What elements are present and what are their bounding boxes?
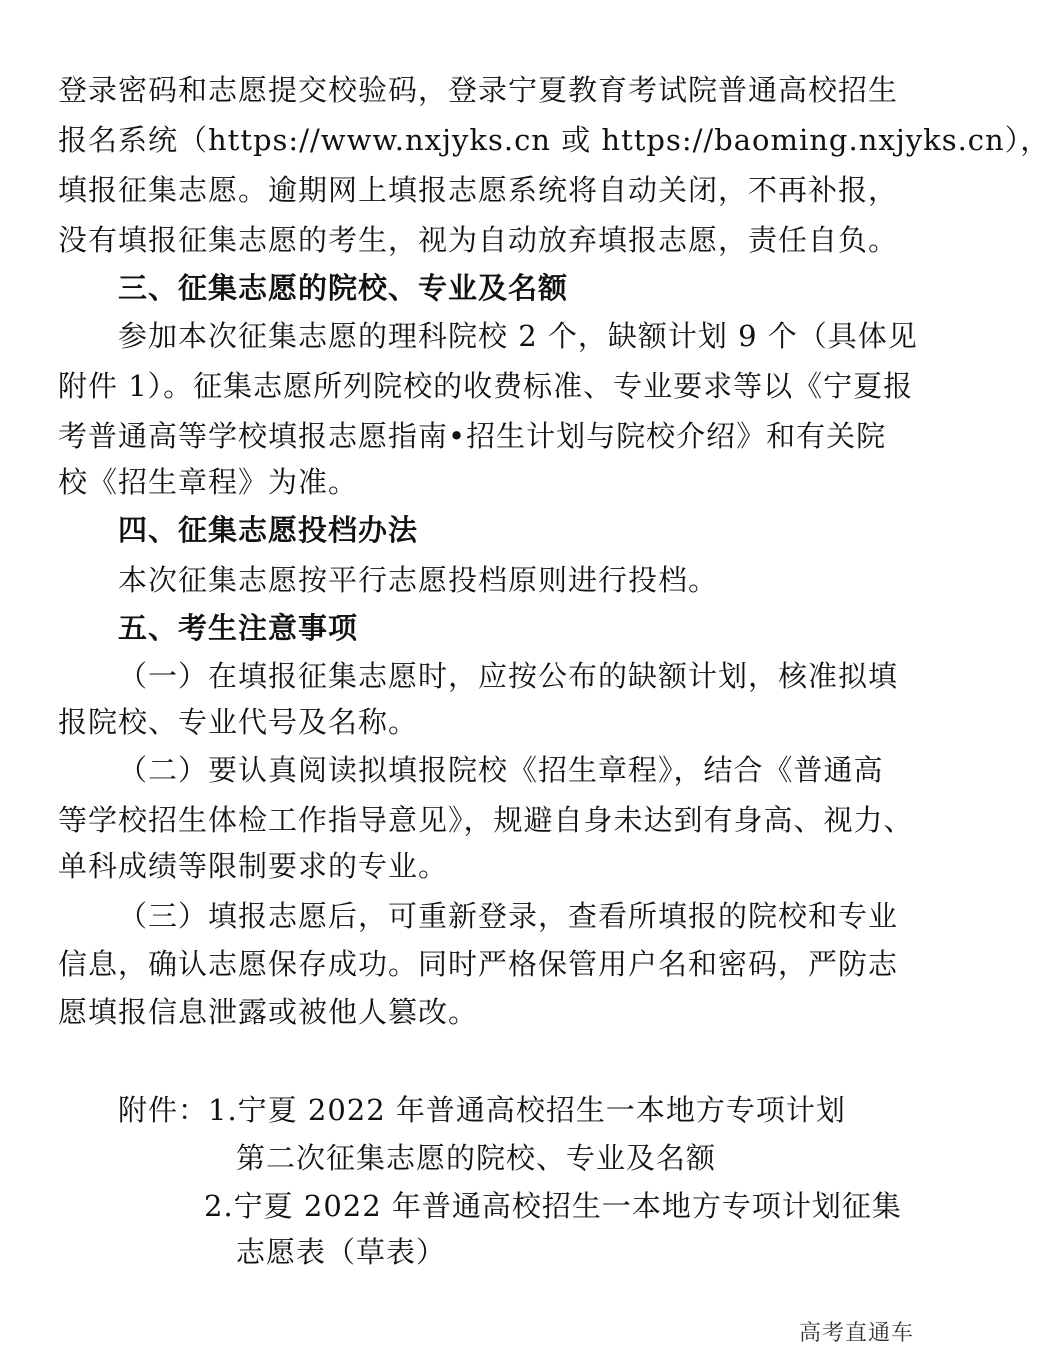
section-heading: 三、征集志愿的院校、专业及名额 <box>118 271 569 305</box>
paragraph-line: 附件 1）。征集志愿所列院校的收费标准、专业要求等以《宁夏报 <box>58 369 914 403</box>
paragraph-line: 单科成绩等限制要求的专业。 <box>58 849 449 883</box>
paragraph-line: 填报征集志愿。逾期网上填报志愿系统将自动关闭，不再补报， <box>58 173 899 207</box>
attachment-line: 2.宁夏 2022 年普通高校招生一本地方专项计划征集 <box>204 1189 902 1223</box>
attachment-line: 志愿表（草表） <box>236 1235 447 1269</box>
paragraph-line: 考普通高等学校填报志愿指南•招生计划与院校介绍》和有关院 <box>58 419 887 453</box>
paragraph-line: 校《招生章程》为准。 <box>58 465 359 499</box>
paragraph-line: （三）填报志愿后，可重新登录，查看所填报的院校和专业 <box>118 899 899 933</box>
paragraph-line: （一）在填报征集志愿时，应按公布的缺额计划，核准拟填 <box>118 659 899 693</box>
paragraph-line: 登录密码和志愿提交校验码，登录宁夏教育考试院普通高校招生 <box>58 73 899 107</box>
paragraph-line: 愿填报信息泄露或被他人篡改。 <box>58 995 479 1029</box>
watermark-text: 高考直通车 <box>798 1321 914 1346</box>
paragraph-line: 信息，确认志愿保存成功。同时严格保管用户名和密码，严防志 <box>58 947 899 981</box>
section-heading: 四、征集志愿投档办法 <box>118 513 419 547</box>
paragraph-line: 参加本次征集志愿的理科院校 2 个，缺额计划 9 个（具体见 <box>118 319 918 353</box>
paragraph-line: 等学校招生体检工作指导意见》，规避自身未达到有身高、视力、 <box>58 803 914 837</box>
paragraph-line: 本次征集志愿按平行志愿投档原则进行投档。 <box>118 563 719 597</box>
attachment-line: 第二次征集志愿的院校、专业及名额 <box>236 1141 717 1175</box>
paragraph-line: 报院校、专业代号及名称。 <box>58 705 419 739</box>
attachment-line: 附件：1.宁夏 2022 年普通高校招生一本地方专项计划 <box>118 1093 846 1127</box>
section-heading: 五、考生注意事项 <box>118 611 359 645</box>
paragraph-line: 没有填报征集志愿的考生，视为自动放弃填报志愿，责任自负。 <box>58 223 899 257</box>
paragraph-line: 报名系统（https://www.nxjyks.cn 或 https://baoming.nxjyks.cn）， <box>58 123 1050 157</box>
paragraph-line: （二）要认真阅读拟填报院校《招生章程》，结合《普通高 <box>118 753 884 787</box>
